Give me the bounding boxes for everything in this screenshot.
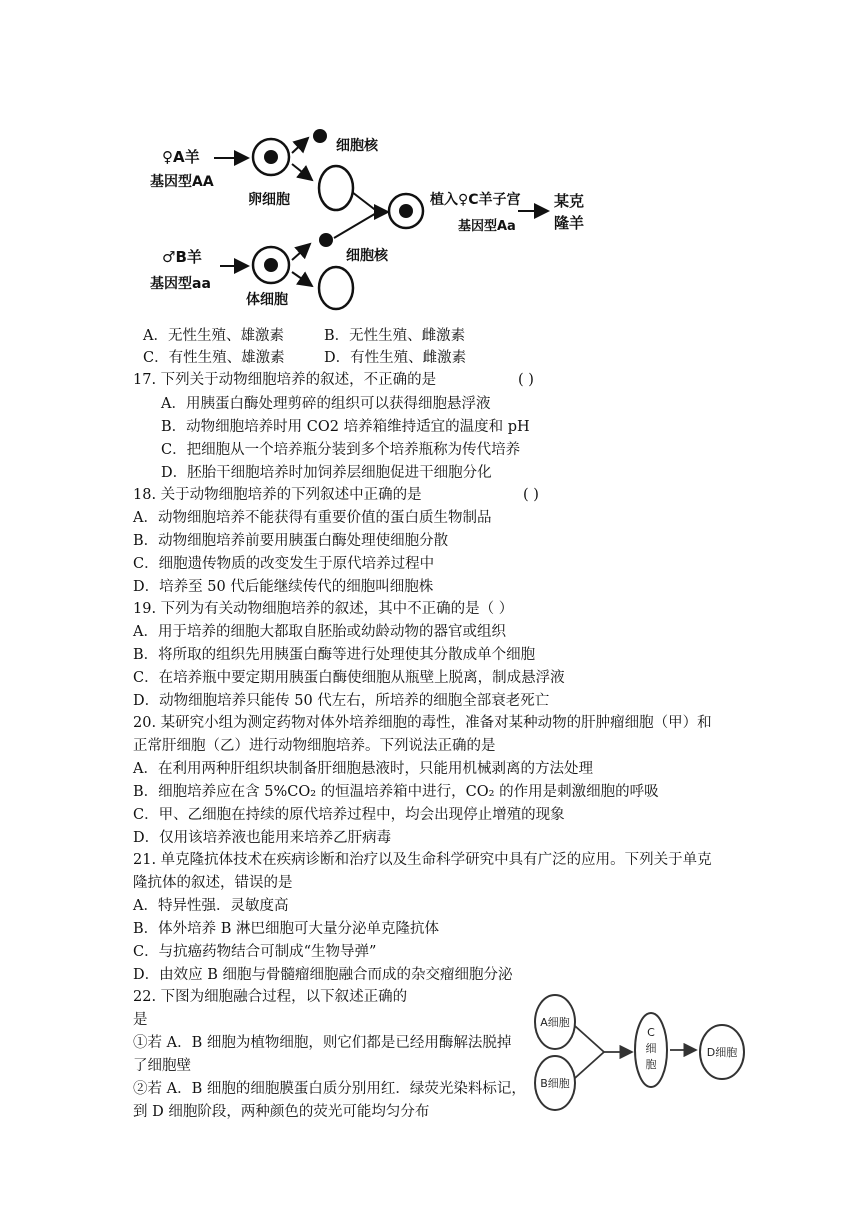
q22-statement-1b: 了细胞壁 xyxy=(133,1058,191,1074)
sheep-a-label: ♀A羊 xyxy=(162,148,200,166)
q20-stem-line1: 20. 某研究小组为测定药物对体外培养细胞的毒性，准备对某种动物的肝肿瘤细胞（甲）和 xyxy=(133,715,712,731)
clone-sheep-label-2: 隆羊 xyxy=(554,214,585,232)
q16-option-d: D．有性生殖、雌激素 xyxy=(324,350,467,366)
c-cell-label-1: C xyxy=(647,1026,655,1039)
cell-fusion-diagram xyxy=(528,990,748,1114)
q17-bracket: ( ) xyxy=(518,372,534,388)
q18-bracket: ( ) xyxy=(523,487,539,503)
q21-option-d: D．由效应 B 细胞与骨髓瘤细胞融合而成的杂交瘤细胞分泌 xyxy=(133,967,513,983)
q20-option-a: A．在利用两种肝组织块制备肝细胞悬液时，只能用机械剥离的方法处理 xyxy=(133,761,593,777)
q21-stem-line2: 隆抗体的叙述，错误的是 xyxy=(133,875,293,891)
genotype-aa-lower-label: 基因型aa xyxy=(150,276,211,292)
genotype-aa-mixed-label: 基因型Aa xyxy=(458,219,516,234)
q22-stem-line1: 22. 下图为细胞融合过程，以下叙述正确的 xyxy=(133,989,408,1005)
nucleus-bottom-dot xyxy=(319,233,333,247)
q20-option-b: B．细胞培养应在含 5%CO₂ 的恒温培养箱中进行，CO₂ 的作用是刺激细胞的呼吸 xyxy=(133,784,659,800)
c-cell-label-2: 细 xyxy=(645,1042,657,1055)
body-cell-empty xyxy=(319,267,353,309)
nucleus-dot xyxy=(264,150,278,164)
egg-cell-label: 卵细胞 xyxy=(248,192,290,208)
c-cell-label-3: 胞 xyxy=(645,1058,657,1071)
implant-label: 植入♀C羊子宫 xyxy=(430,192,521,208)
q17-option-b: B．动物细胞培养时用 CO2 培养箱维持适宜的温度和 pH xyxy=(161,419,530,435)
q20-stem-line2: 正常肝细胞（乙）进行动物细胞培养。下列说法正确的是 xyxy=(133,738,496,754)
q22-statement-2b: 到 D 细胞阶段，两种颜色的荧光可能均匀分布 xyxy=(133,1104,430,1120)
cloning-diagram xyxy=(140,120,600,315)
q21-stem-line1: 21. 单克隆抗体技术在疾病诊断和治疗以及生命科学研究中具有广泛的应用。下列关于单克 xyxy=(133,852,712,868)
q17-stem: 17. 下列关于动物细胞培养的叙述，不正确的是 xyxy=(133,372,437,388)
nucleus-top-label: 细胞核 xyxy=(336,138,378,154)
clone-sheep-label-1: 某克 xyxy=(554,192,585,210)
q16-option-c: C．有性生殖、雄激素 xyxy=(143,350,285,366)
q21-option-a: A．特异性强．灵敏度高 xyxy=(133,898,289,914)
q17-option-d: D．胚胎干细胞培养时加饲养层细胞促进干细胞分化 xyxy=(161,465,492,481)
q20-option-c: C．甲、乙细胞在持续的原代培养过程中，均会出现停止增殖的现象 xyxy=(133,807,565,823)
enucleated-egg xyxy=(319,166,353,210)
q17-option-a: A．用胰蛋白酶处理剪碎的组织可以获得细胞悬浮液 xyxy=(161,396,491,412)
b-cell-label: B细胞 xyxy=(540,1077,570,1090)
q19-option-a: A．用于培养的细胞大都取自胚胎或幼龄动物的器官或组织 xyxy=(133,624,506,640)
q22-stem-line2: 是 xyxy=(133,1012,148,1028)
q18-stem: 18. 关于动物细胞培养的下列叙述中正确的是 xyxy=(133,487,422,503)
q19-option-d: D．动物细胞培养只能传 50 代左右，所培养的细胞全部衰老死亡 xyxy=(133,693,550,709)
nucleus-bottom-label: 细胞核 xyxy=(346,248,388,264)
q16-option-b: B．无性生殖、雌激素 xyxy=(324,328,466,344)
q19-stem: 19. 下列为有关动物细胞培养的叙述，其中不正确的是（ ） xyxy=(133,601,514,617)
q16-option-a: A．无性生殖、雄激素 xyxy=(143,328,284,344)
d-cell-label: D细胞 xyxy=(706,1046,738,1059)
q18-option-d: D．培养至 50 代后能继续传代的细胞叫细胞株 xyxy=(133,579,434,595)
cell-fusion-svg xyxy=(528,990,748,1114)
nucleus-top-dot xyxy=(313,129,327,143)
q21-option-b: B．体外培养 B 淋巴细胞可大量分泌单克隆抗体 xyxy=(133,921,440,937)
q18-option-b: B．动物细胞培养前要用胰蛋白酶处理使细胞分散 xyxy=(133,533,449,549)
body-cell-label: 体细胞 xyxy=(246,292,288,308)
q17-option-c: C．把细胞从一个培养瓶分装到多个培养瓶称为传代培养 xyxy=(161,442,521,458)
sheep-b-label: ♂B羊 xyxy=(162,248,202,266)
q18-option-c: C．细胞遗传物质的改变发生于原代培养过程中 xyxy=(133,556,435,572)
q18-option-a: A．动物细胞培养不能获得有重要价值的蛋白质生物制品 xyxy=(133,510,492,526)
cloning-diagram-svg xyxy=(140,120,600,315)
a-cell-label: A细胞 xyxy=(540,1016,570,1029)
genotype-aa-upper-label: 基因型AA xyxy=(150,174,214,190)
q19-option-c: C．在培养瓶中要定期用胰蛋白酶使细胞从瓶壁上脱离，制成悬浮液 xyxy=(133,670,565,686)
q20-option-d: D．仅用该培养液也能用来培养乙肝病毒 xyxy=(133,830,392,846)
q22-statement-1a: ①若 A．B 细胞为植物细胞，则它们都是已经用酶解法脱掉 xyxy=(133,1035,512,1051)
q19-option-b: B．将所取的组织先用胰蛋白酶等进行处理使其分散成单个细胞 xyxy=(133,647,536,663)
q21-option-c: C．与抗癌药物结合可制成“生物导弹” xyxy=(133,944,377,960)
q22-statement-2a: ②若 A．B 细胞的细胞膜蛋白质分别用红．绿荧光染料标记， xyxy=(133,1081,526,1097)
